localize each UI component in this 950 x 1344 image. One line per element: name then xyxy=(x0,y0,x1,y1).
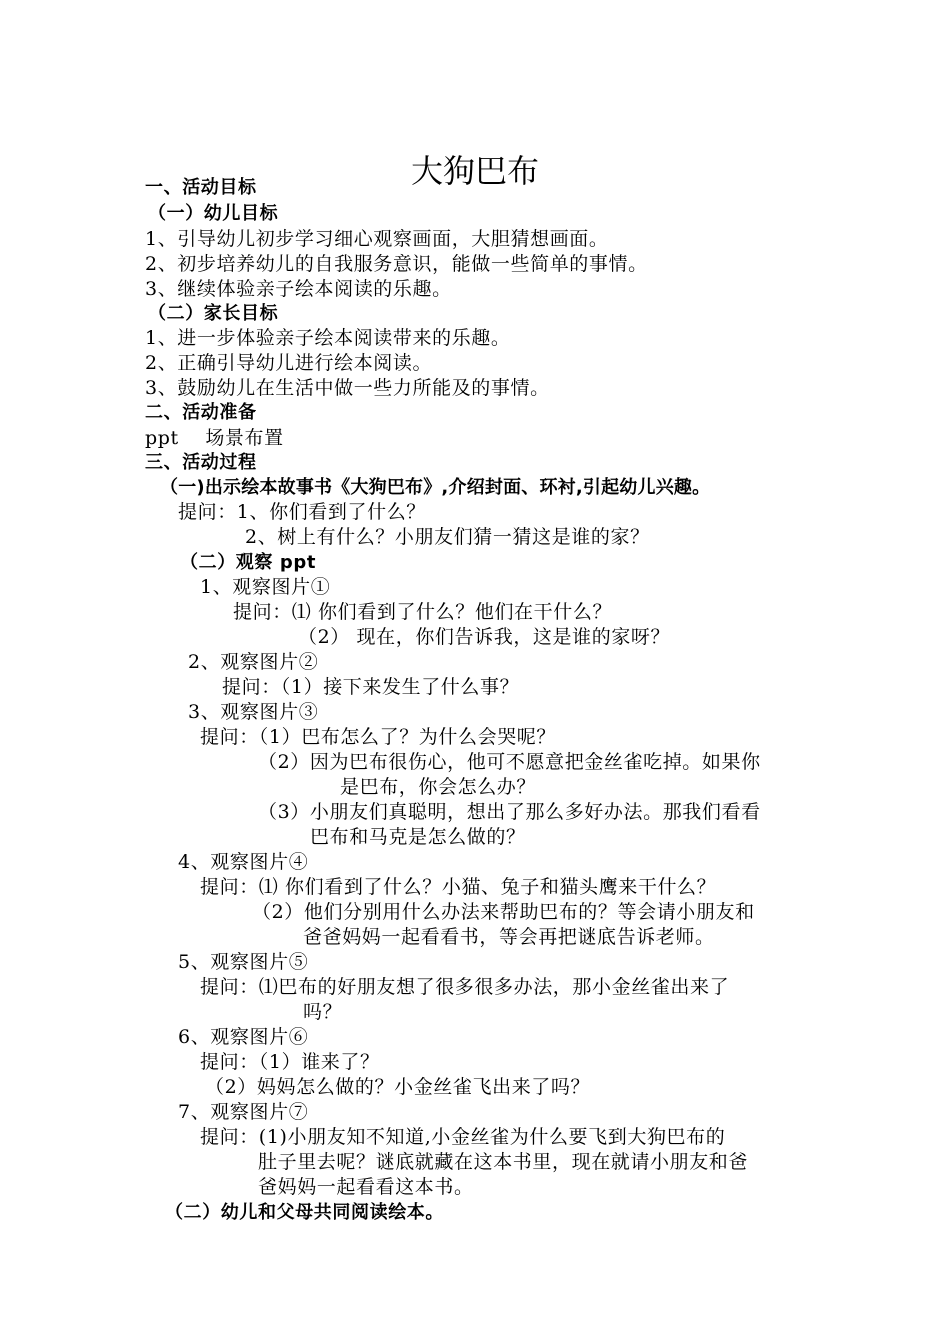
text-line: 3、继续体验亲子绘本阅读的乐趣。 xyxy=(145,278,452,300)
text-line: 提问：（1）接下来发生了什么事？ xyxy=(222,676,520,698)
text-line: （3）小朋友们真聪明，想出了那么多好办法。那我们看看 xyxy=(258,801,761,823)
text-line: 爸爸妈妈一起看看书，等会再把谜底告诉老师。 xyxy=(303,926,715,948)
text-line: （2）他们分别用什么办法来帮助巴布的？等会请小朋友和 xyxy=(252,901,755,923)
text-line: 巴布和马克是怎么做的？ xyxy=(310,826,526,848)
text-line: （2） 现在，你们告诉我，这是谁的家呀？ xyxy=(298,626,671,648)
text-line: 1、引导幼儿初步学习细心观察画面，大胆猜想画面。 xyxy=(145,228,609,250)
text-line: 提问：1、你们看到了什么？ xyxy=(178,501,426,523)
subsection-heading: （二）家长目标 xyxy=(148,303,279,324)
text-line: 提问：（1）巴布怎么了？为什么会哭呢？ xyxy=(200,726,556,748)
text-line: 7、观察图片⑦ xyxy=(178,1101,309,1123)
subsection-heading: （一）幼儿目标 xyxy=(148,203,279,224)
text-line: 2、正确引导幼儿进行绘本阅读。 xyxy=(145,352,433,374)
text-line: 2、初步培养幼儿的自我服务意识，能做一些简单的事情。 xyxy=(145,253,648,275)
text-line: 爸妈妈一起看看这本书。 xyxy=(258,1176,474,1198)
text-line: 6、观察图片⑥ xyxy=(178,1026,309,1048)
text-line: 1、观察图片① xyxy=(200,576,331,598)
subsection-heading: （二）幼儿和父母共同阅读绘本。 xyxy=(165,1202,444,1223)
text-line: （2）因为巴布很伤心，他可不愿意把金丝雀吃掉。如果你 xyxy=(258,751,761,773)
text-line: （2）妈妈怎么做的？小金丝雀飞出来了吗？ xyxy=(205,1076,591,1098)
text-line: 3、观察图片③ xyxy=(188,701,319,723)
text-line: 5、观察图片⑤ xyxy=(178,951,309,973)
text-line: 提问：⑴ 你们看到了什么？小猫、兔子和猫头鹰来干什么？ xyxy=(200,876,717,898)
text-line: 2、树上有什么？小朋友们猜一猜这是谁的家？ xyxy=(245,526,650,548)
text-line: 3、鼓励幼儿在生活中做一些力所能及的事情。 xyxy=(145,377,550,399)
section-heading: 一、活动目标 xyxy=(145,177,257,198)
text-line: 提问：(1)小朋友知不知道,小金丝雀为什么要飞到大狗巴布的 xyxy=(200,1126,726,1148)
subsection-heading: （一)出示绘本故事书《大狗巴布》,介绍封面、环衬,引起幼儿兴趣。 xyxy=(160,477,711,498)
document-title: 大狗巴布 xyxy=(410,152,539,191)
text-line: 肚子里去呢？谜底就藏在这本书里，现在就请小朋友和爸 xyxy=(258,1151,749,1173)
section-heading: 三、活动过程 xyxy=(145,452,257,473)
text-line: 提问：（1）谁来了？ xyxy=(200,1051,380,1073)
text-line: 4、观察图片④ xyxy=(178,851,309,873)
text-line: 提问：⑴巴布的好朋友想了很多很多办法，那小金丝雀出来了 xyxy=(200,976,730,998)
text-line: ppt 场景布置 xyxy=(145,427,284,449)
subsection-heading: （二）观察 ppt xyxy=(180,552,317,573)
text-line: 2、观察图片② xyxy=(188,651,319,673)
text-line: 是巴布，你会怎么办？ xyxy=(340,776,537,798)
section-heading: 二、活动准备 xyxy=(145,402,257,423)
text-line: 提问：⑴ 你们看到了什么？他们在干什么？ xyxy=(233,601,613,623)
text-line: 1、进一步体验亲子绘本阅读带来的乐趣。 xyxy=(145,327,511,349)
text-line: 吗？ xyxy=(303,1001,343,1023)
